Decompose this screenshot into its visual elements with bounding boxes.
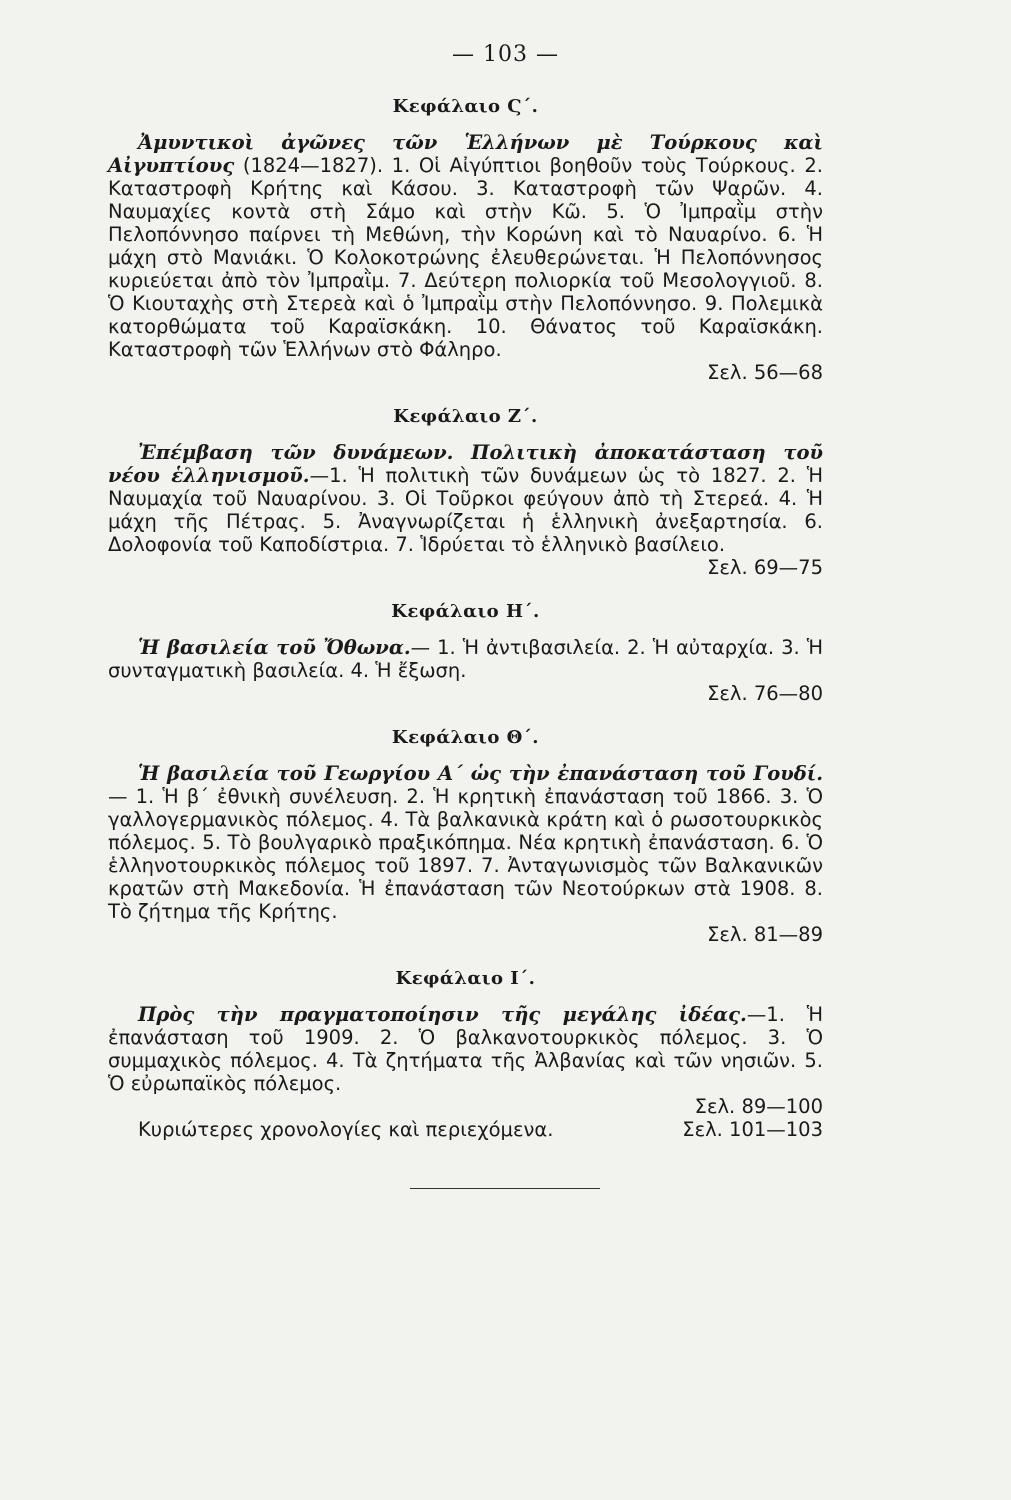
chapter-pages: Σελ. 76—80 [707, 682, 823, 705]
chapter-text [108, 636, 823, 682]
chronology-entry [108, 1118, 823, 1141]
chapter-title: Ἐπέμβαση τῶν δυνάμεων. Πολιτικὴ ἀποκατάσταση τοῦ νέου ἑλληνισμοῦ. [108, 441, 823, 487]
chapter-9 [108, 727, 823, 946]
table-of-contents [108, 96, 823, 1163]
chapter-body: —1. Ἡ ἐπανάσταση τοῦ 1909. 2. Ὁ βαλκανοτουρκικὸς πόλεμος. 3. Ὁ συμμαχικὸς πόλεμος. 4. Τὰ ζητήματα τῆς Ἀλβανίας καὶ τῶν νησιῶν. 5. Ὁ εὐρωπαϊκὸς πόλεμος. [108, 1003, 823, 1095]
chapter-title: Ἡ βασιλεία τοῦ Ὄθωνα. [138, 636, 411, 659]
chapter-title: Ἡ βασιλεία τοῦ Γεωργίου Α΄ ὡς τὴν ἐπανάσταση τοῦ Γουδί. [138, 762, 823, 785]
chapter-pages: Σελ. 81—89 [707, 923, 823, 946]
chapter-body: (1824—1827). 1. Οἱ Αἰγύπτιοι βοηθοῦν τοὺς Τούρκους. 2. Καταστροφὴ Κρήτης καὶ Κάσου. 3. Καταστροφὴ τῶν Ψαρῶν. 4. Ναυμαχίες κοντὰ στὴ Σάμο καὶ στὴν Κῶ. 5. Ὁ Ἰμπραῒμ στὴν Πελοπόννησο παίρνει τὴ Μεθώνη, τὴν Κορώνη καὶ τὸ Ναυαρίνο. 6. Ἡ μάχη στὸ Μανιάκι. Ὁ Κολοκοτρώνης ἐλευθερώνεται. Ἡ Πελοπόννησος κυριεύεται ἀπὸ τὸν Ἰμπραῒμ. 7. Δεύτερη πολιορκία τοῦ Μεσολογγιοῦ. 8. Ὁ Κιουταχὴς στὴ Στερεὰ καὶ ὁ Ἰμπραῒμ στὴν Πελοπόννησο. 9. Πολεμικὰ κατορθώματα τοῦ Καραϊσκάκη. 10. Θάνατος τοῦ Καραϊσκάκη. Καταστροφὴ τῶν Ἑλλήνων στὸ Φάληρο. [108, 154, 823, 361]
chapter-10 [108, 968, 823, 1141]
chapter-pages: Σελ. 56—68 [707, 361, 823, 384]
chapter-heading: Κεφάλαιο Η΄. [391, 601, 540, 622]
chapter-7 [108, 406, 823, 579]
chapter-title: Ἀμυντικοὶ ἀγῶνες τῶν Ἑλλήνων μὲ Τούρκους καὶ Αἰγυπτίους [108, 131, 823, 177]
chapter-title: Πρὸς τὴν πραγματοποίησιν τῆς μεγάλης ἰδέας. [138, 1003, 747, 1026]
chapter-text [108, 131, 823, 361]
chapter-heading: Κεφάλαιο Ι΄. [395, 968, 536, 989]
chapter-body: — 1. Ἡ β΄ ἐθνικὴ συνέλευση. 2. Ἡ κρητικὴ ἐπανάσταση τοῦ 1866. 3. Ὁ γαλλογερμανικὸς πόλεμος. 4. Τὰ βαλκανικὰ κράτη καὶ ὁ ρωσοτουρκικὸς πόλεμος. 5. Τὸ βουλγαρικὸ πραξικόπημα. Νέα κρητικὴ ἐπανάσταση. 6. Ὁ ἑλληνοτουρκικὸς πόλεμος τοῦ 1897. 7. Ἀνταγωνισμὸς τῶν Βαλκανικῶν κρατῶν στὴ Μακεδονία. Ἡ ἐπανάσταση τῶν Νεοτούρκων στὰ 1908. 8. Τὸ ζήτημα τῆς Κρήτης. [108, 785, 823, 923]
chapter-heading: Κεφάλαιο Ζ΄. [393, 406, 538, 427]
chapter-text [108, 1003, 823, 1095]
chapter-body: — 1. Ἡ ἀντιβασιλεία. 2. Ἡ αὐταρχία. 3. Ἡ συνταγματικὴ βασιλεία. 4. Ἡ ἔξωση. [108, 636, 823, 682]
chapter-pages: Σελ. 89—100 [694, 1095, 823, 1118]
chapter-body: —1. Ἡ πολιτικὴ τῶν δυνάμεων ὡς τὸ 1827. 2. Ἡ Ναυμαχία τοῦ Ναυαρίνου. 3. Οἱ Τοῦρκοι φεύγουν ἀπὸ τὴ Στερεά. 4. Ἡ μάχη τῆς Πέτρας. 5. Ἀναγνωρίζεται ἡ ἑλληνικὴ ἀνεξαρτησία. 6. Δολοφονία τοῦ Καποδίστρια. 7. Ἱδρύεται τὸ ἑλληνικὸ βασίλειο. [108, 464, 824, 556]
page-number: — 103 — [452, 42, 559, 67]
chapter-text [108, 762, 823, 923]
chronology-pages: Σελ. 101—103 [682, 1118, 823, 1141]
chapter-text [108, 441, 823, 556]
chapter-8 [108, 601, 823, 705]
chronology-label: Κυριώτερες χρονολογίες καὶ περιεχόμενα. [138, 1118, 554, 1141]
chapter-6 [108, 96, 823, 384]
bottom-rule [410, 1188, 600, 1189]
chapter-heading: Κεφάλαιο Θ΄. [391, 727, 540, 748]
chapter-pages: Σελ. 69—75 [707, 556, 823, 579]
chapter-heading: Κεφάλαιο Ϛ΄. [392, 96, 539, 117]
